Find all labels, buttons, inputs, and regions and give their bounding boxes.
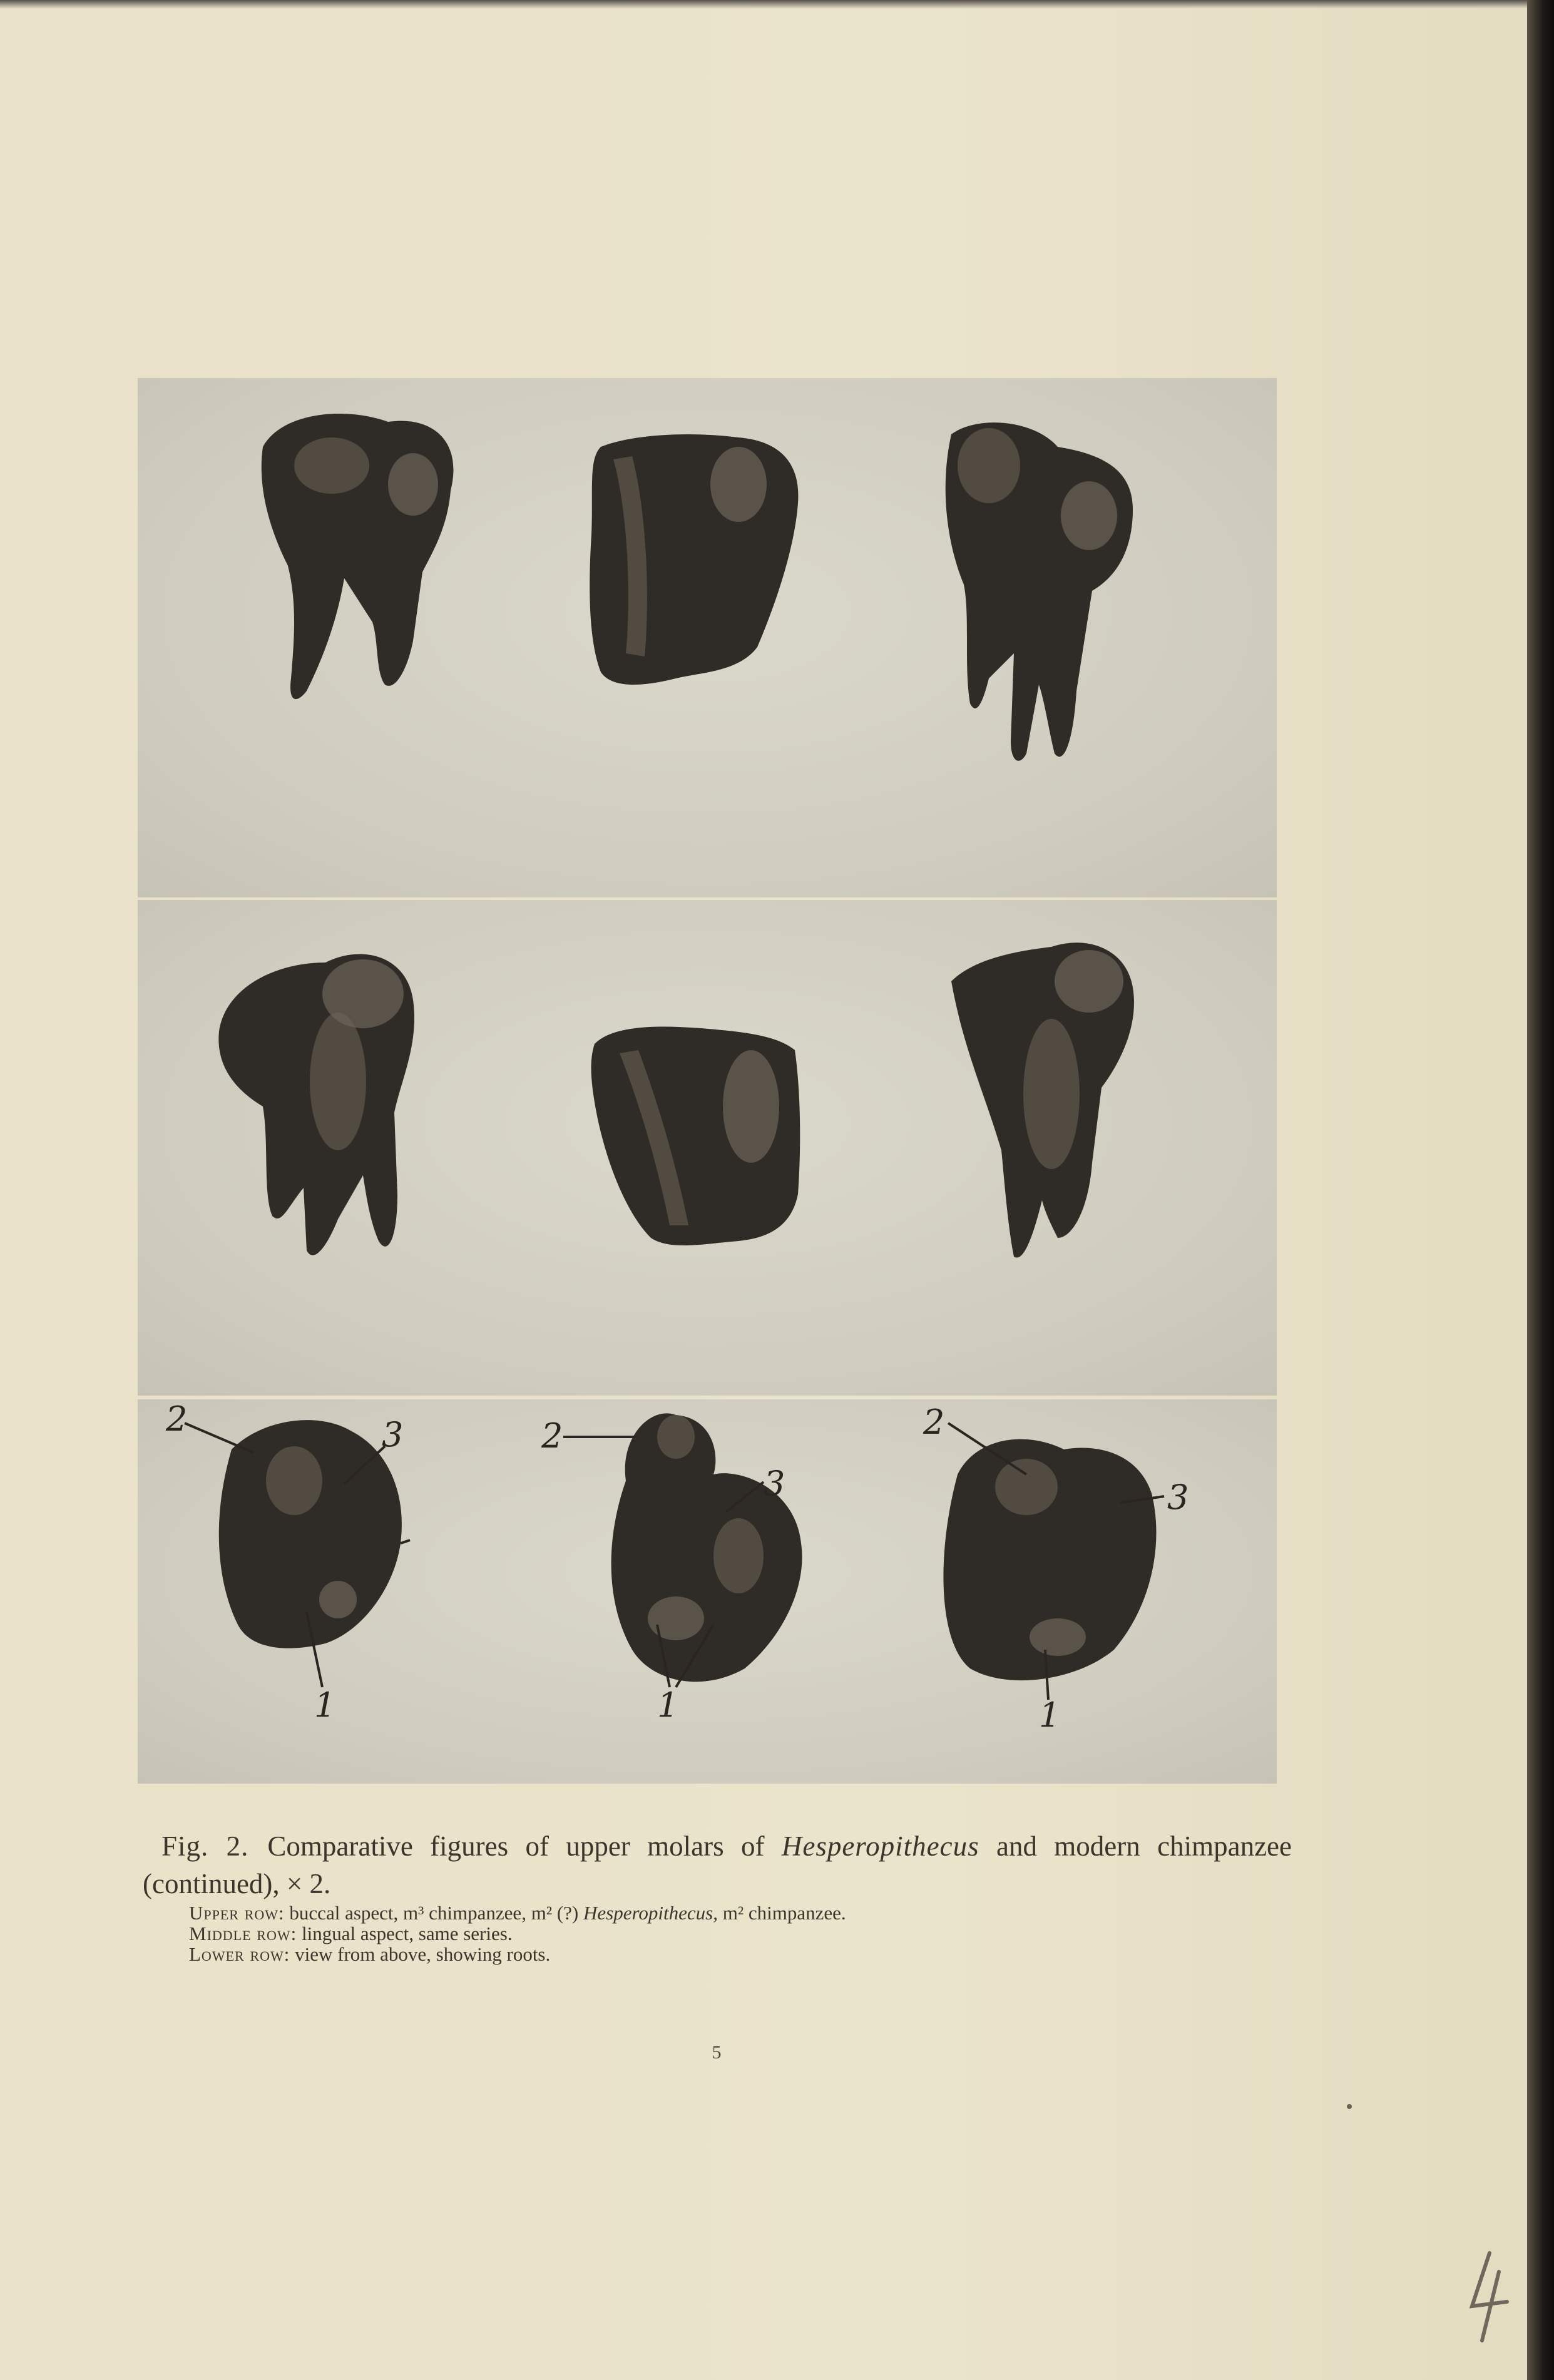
label-1-left: 1: [314, 1685, 336, 1725]
tooth-lower-left-m3-chimpanzee: [219, 1415, 404, 1648]
label-3-left: 3: [382, 1415, 404, 1454]
figure-caption: [143, 1827, 1292, 1964]
handwritten-pencil-mark: [1465, 2247, 1515, 2347]
caption-genus-italic: Hesperopithecus: [781, 1831, 979, 1862]
tooth-lower-right-m2-chimpanzee: [943, 1439, 1156, 1680]
caption-lower-row: [189, 1944, 1292, 1964]
lower-row-text: view from above, showing roots.: [295, 1943, 551, 1965]
panel-middle-row: [138, 900, 1277, 1396]
label-2-center: 2: [541, 1416, 563, 1456]
tooth-upper-right-m2-chimpanzee: [946, 422, 1133, 761]
upper-row-italic: Hesperopithecus,: [583, 1902, 718, 1924]
upper-row-text-a: buccal aspect, m³ chimpanzee, m² (?): [289, 1902, 579, 1924]
tooth-upper-left-m3-chimpanzee: [262, 414, 454, 699]
paper-speck: [1347, 2104, 1352, 2109]
tooth-middle-left-m3-chimpanzee: [218, 954, 414, 1255]
label-2-right: 2: [923, 1402, 945, 1442]
caption-text-before: Comparative figures of upper molars of: [267, 1831, 765, 1862]
middle-row-text: lingual aspect, same series.: [301, 1923, 513, 1944]
caption-text-after: and modern chimpanzee (continued), × 2.: [143, 1831, 1292, 1899]
upper-row-text-b: m² chimpanzee.: [722, 1902, 846, 1924]
tooth-middle-center-hesperopithecus: [591, 1027, 800, 1245]
lower-row-label: Lower row:: [189, 1943, 290, 1965]
page-edge-shadow: [1527, 0, 1554, 2380]
caption-middle-row: [189, 1923, 1292, 1944]
middle-row-label: Middle row:: [189, 1923, 297, 1944]
tooth-lower-center-hesperopithecus: [611, 1413, 802, 1682]
panel-lower-row: [138, 1399, 1277, 1784]
middle-row-photo: [138, 900, 1277, 1396]
label-2-left: 2: [166, 1399, 188, 1439]
caption-main-text: [143, 1827, 1292, 1902]
label-1-center: 1: [657, 1685, 679, 1725]
tooth-upper-center-hesperopithecus: [590, 434, 798, 685]
caption-fig-label: Fig. 2.: [161, 1831, 249, 1862]
caption-upper-row: [189, 1902, 1292, 1923]
page-top-shadow: [0, 0, 1527, 9]
upper-row-photo: [138, 378, 1277, 897]
lower-row-photo: [138, 1399, 1277, 1784]
upper-row-label: Upper row:: [189, 1902, 285, 1924]
label-3-center: 3: [764, 1464, 785, 1503]
label-3-right: 3: [1167, 1478, 1189, 1517]
panel-upper-row: [138, 378, 1277, 897]
label-1-right: 1: [1039, 1695, 1061, 1735]
tooth-middle-right-m2-chimpanzee: [951, 942, 1134, 1257]
page-number: 5: [712, 2042, 722, 2063]
